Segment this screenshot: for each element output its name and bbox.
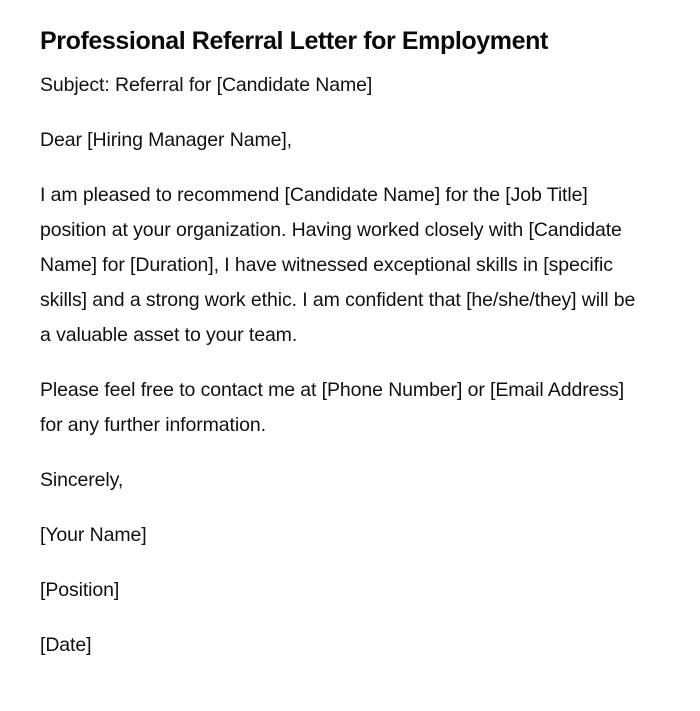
letter-document	[40, 22, 650, 663]
subject-line: Subject: Referral for [Candidate Name]	[40, 74, 373, 96]
document-title: Professional Referral Letter for Employment	[40, 27, 548, 55]
salutation: Dear [Hiring Manager Name],	[40, 129, 292, 151]
signature-name: [Your Name]	[40, 524, 147, 546]
signature-date: [Date]	[40, 634, 92, 656]
body-paragraph-contact: Please feel free to contact me at [Phone Number] or [Email Address] for any further information.	[40, 379, 625, 436]
body-paragraph-recommendation: I am pleased to recommend [Candidate Name] for the [Job Title] position at your organization. Having worked closely with [Candidate Name] for [Duration], I have witnessed exceptional skills in [specific skills] and a strong work ethic. I am confident that [he/she/they] will be a valuable asset to your team.	[40, 184, 636, 346]
signature-position: [Position]	[40, 579, 120, 601]
closing: Sincerely,	[40, 469, 124, 491]
